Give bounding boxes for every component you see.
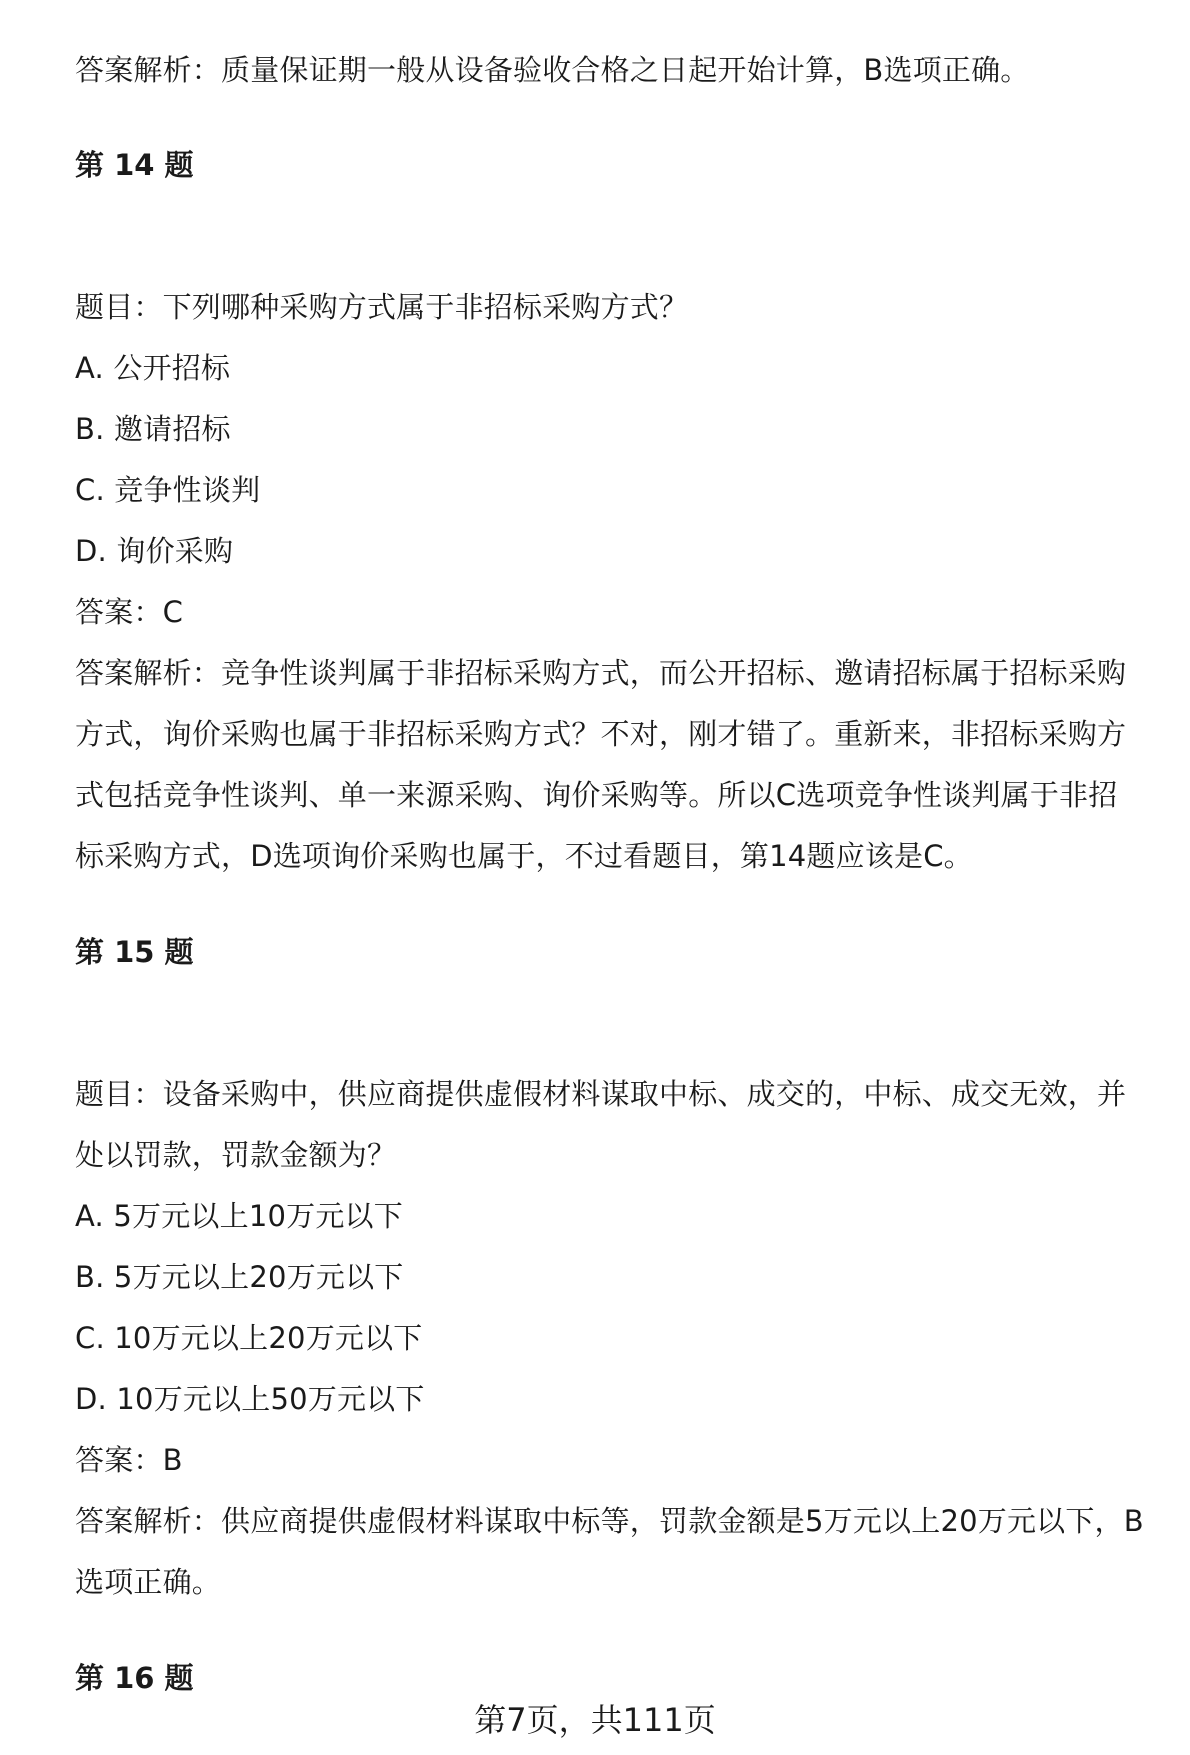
question-15-option-a: A. 5万元以上10万元以下 (75, 1199, 403, 1233)
question-14-option-c: C. 竞争性谈判 (75, 473, 261, 507)
page-number-footer: 第7页，共111页 (474, 1701, 716, 1739)
question-14-explanation-line-2: 方式，询价采购也属于非招标采购方式？不对，刚才错了。重新来，非招标采购方 (75, 717, 1127, 751)
question-14-heading: 第 14 题 (75, 148, 194, 182)
question-14-option-b: B. 邀请招标 (75, 412, 231, 446)
question-15-option-d: D. 10万元以上50万元以下 (75, 1382, 425, 1416)
question-14-explanation-line-3: 式包括竞争性谈判、单一来源采购、询价采购等。所以C选项竞争性谈判属于非招 (75, 778, 1118, 812)
prev-explanation: 答案解析：质量保证期一般从设备验收合格之日起开始计算，B选项正确。 (75, 53, 1030, 87)
question-15-answer: 答案：B (75, 1443, 183, 1477)
question-15-option-c: C. 10万元以上20万元以下 (75, 1321, 423, 1355)
question-14-option-d: D. 询价采购 (75, 534, 234, 568)
question-14-option-a: A. 公开招标 (75, 351, 231, 385)
question-15-explanation-line-1: 答案解析：供应商提供虚假材料谋取中标等，罚款金额是5万元以上20万元以下，B (75, 1504, 1144, 1538)
question-14-answer: 答案：C (75, 595, 184, 629)
question-14-text: 题目：下列哪种采购方式属于非招标采购方式？ (75, 290, 689, 324)
question-14-explanation-line-1: 答案解析：竞争性谈判属于非招标采购方式，而公开招标、邀请招标属于招标采购 (75, 656, 1127, 690)
question-15-explanation-line-2: 选项正确。 (75, 1565, 222, 1599)
question-15-heading: 第 15 题 (75, 935, 194, 969)
question-15-text-line-2: 处以罚款，罚款金额为？ (75, 1138, 397, 1172)
question-16-heading: 第 16 题 (75, 1661, 194, 1695)
question-15-option-b: B. 5万元以上20万元以下 (75, 1260, 404, 1294)
question-15-text-line-1: 题目：设备采购中，供应商提供虚假材料谋取中标、成交的，中标、成交无效，并 (75, 1077, 1127, 1111)
question-14-explanation-line-4: 标采购方式，D选项询价采购也属于，不过看题目，第14题应该是C。 (75, 839, 973, 873)
